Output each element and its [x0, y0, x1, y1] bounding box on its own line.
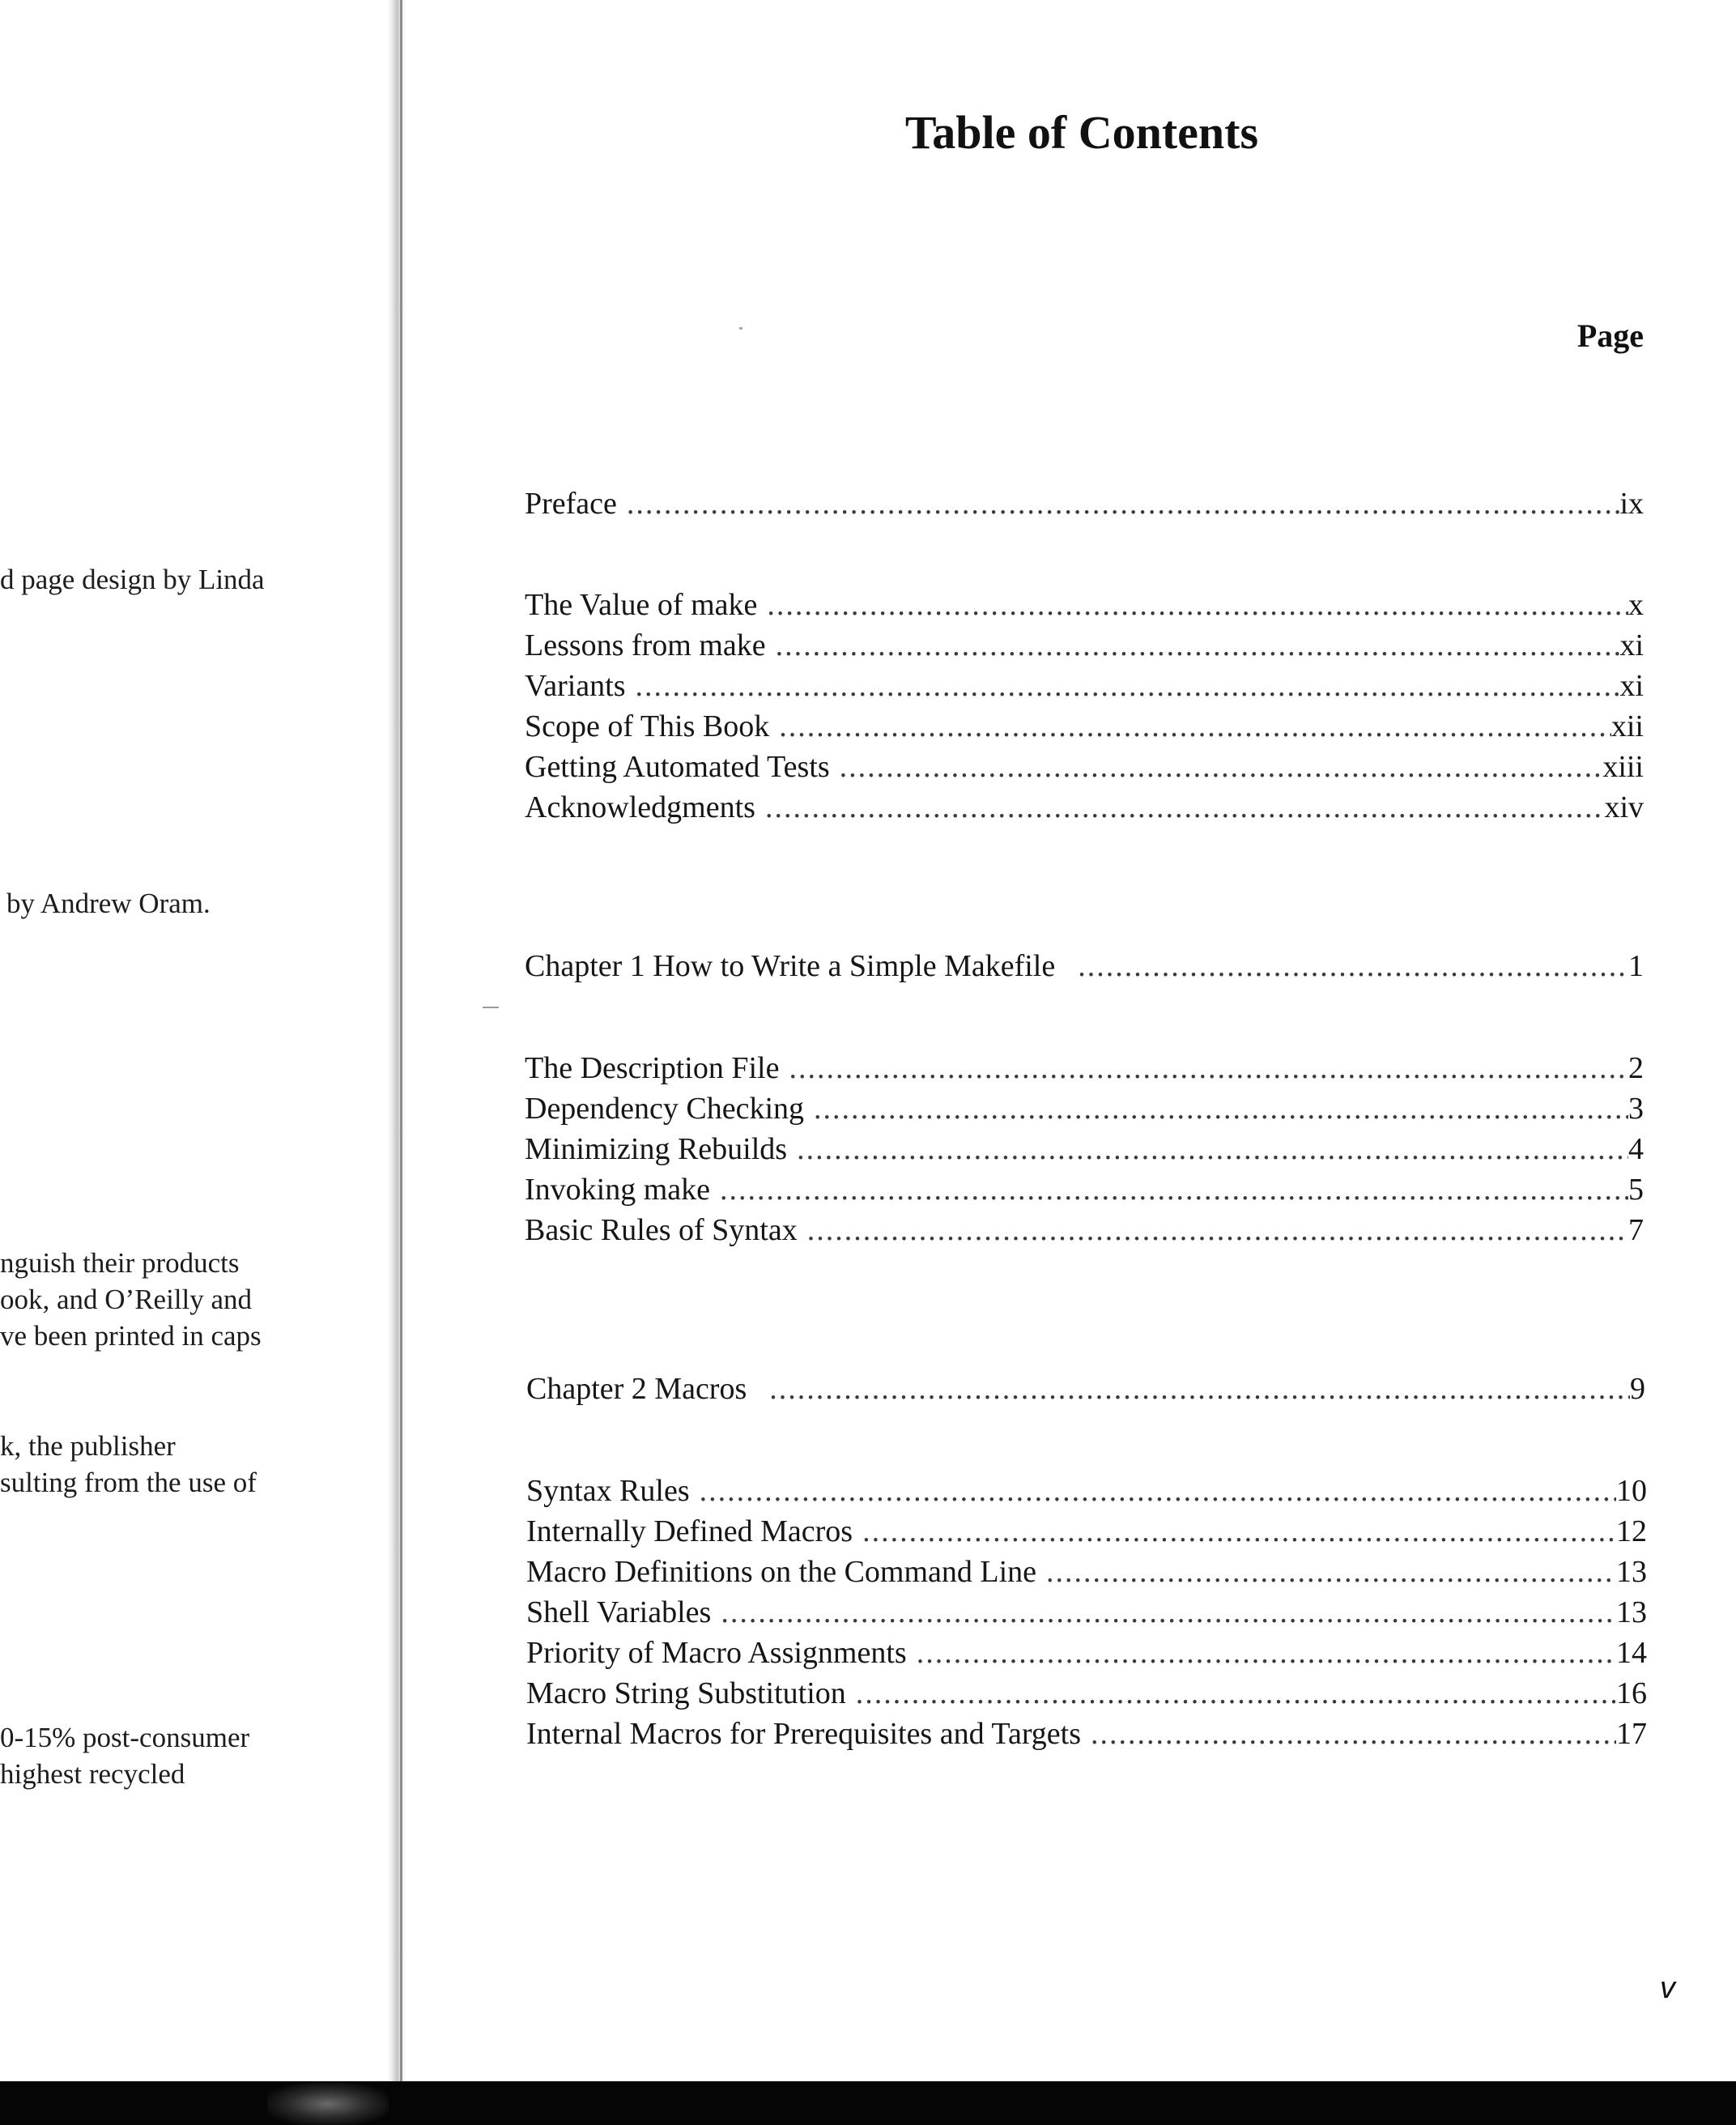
toc-entry — [525, 1210, 1644, 1250]
toc-entry-label: Priority of Macro Assignments — [526, 1636, 907, 1670]
toc-entry — [526, 1673, 1647, 1714]
toc-entry-page: xi — [1619, 628, 1644, 662]
dot-leader — [1078, 946, 1628, 986]
toc-entry-page: xi — [1619, 669, 1644, 703]
dot-leader — [862, 1511, 1616, 1552]
dot-leader — [765, 787, 1604, 828]
dot-leader — [721, 1592, 1616, 1633]
toc-entry — [525, 787, 1644, 828]
page-number: v — [1660, 1971, 1675, 2005]
dot-leader — [1046, 1552, 1616, 1592]
toc-entry-page: x — [1628, 588, 1644, 622]
dot-leader — [700, 1471, 1616, 1511]
toc-chapter-2 — [526, 1369, 1645, 1409]
toc-entry-label: Invoking make — [525, 1173, 711, 1207]
toc-chapter-page: 1 — [1628, 949, 1644, 983]
toc-entry-page: 13 — [1616, 1555, 1647, 1589]
toc-entry-page: ix — [1619, 487, 1644, 521]
toc-entry — [525, 1088, 1644, 1129]
dot-leader — [769, 1369, 1630, 1409]
dot-leader — [636, 666, 1620, 706]
toc-entry-label: Syntax Rules — [526, 1474, 690, 1508]
scan-speck — [739, 327, 742, 330]
scan-mark — [483, 1007, 499, 1008]
dot-leader — [807, 1210, 1628, 1250]
toc-chapter-label: Chapter 1 How to Write a Simple Makefile — [525, 949, 1056, 983]
left-page-line: 0-15% post-consumer — [0, 1722, 250, 1753]
toc-entry-label: Macro Definitions on the Command Line — [526, 1555, 1037, 1589]
toc-entry — [526, 1592, 1647, 1633]
toc-chapter-1 — [525, 946, 1644, 986]
dot-leader — [797, 1129, 1628, 1169]
toc-entry — [526, 1511, 1647, 1552]
dot-leader — [627, 483, 1620, 524]
dot-leader — [789, 1048, 1628, 1088]
toc-entry-label: Getting Automated Tests — [525, 750, 830, 784]
left-page-line: sulting from the use of — [0, 1467, 257, 1498]
toc-entry-label: Macro String Substitution — [526, 1676, 846, 1710]
toc-entry-label: Acknowledgments — [525, 790, 755, 824]
left-page-line: ook, and O’Reilly and — [0, 1284, 253, 1315]
toc-entry-page: 14 — [1616, 1636, 1647, 1670]
toc-entry — [525, 585, 1644, 625]
toc-entry — [525, 706, 1644, 747]
scanner-edge — [0, 2081, 1736, 2125]
toc-entry — [525, 666, 1644, 706]
scanner-edge-highlight — [267, 2083, 389, 2125]
toc-entry-page: xii — [1610, 709, 1644, 743]
dot-leader — [856, 1673, 1616, 1714]
toc-entry-label: Internal Macros for Prerequisites and Targets — [526, 1717, 1082, 1751]
left-page-line: highest recycled — [0, 1758, 185, 1790]
toc-entry — [526, 1633, 1647, 1673]
toc-entry — [525, 747, 1644, 787]
toc-entry-label: Minimizing Rebuilds — [525, 1132, 788, 1166]
dot-leader — [814, 1088, 1628, 1129]
left-page-line: ve been printed in caps — [0, 1320, 262, 1352]
left-page-line: by Andrew Oram. — [6, 888, 211, 919]
toc-entry-label: Dependency Checking — [525, 1092, 805, 1126]
toc-entry-label: Internally Defined Macros — [526, 1514, 853, 1548]
dot-leader — [779, 706, 1611, 747]
toc-chapter-label: Chapter 2 Macros — [526, 1372, 747, 1406]
dot-leader — [1091, 1714, 1616, 1754]
toc-entry-page: xiv — [1604, 790, 1644, 824]
dot-leader — [776, 625, 1620, 666]
dot-leader — [917, 1633, 1616, 1673]
toc-entry — [526, 1714, 1647, 1754]
toc-entry-page: 4 — [1628, 1132, 1644, 1166]
binding-gutter — [387, 0, 406, 2081]
toc-entry-page: 10 — [1616, 1474, 1647, 1508]
toc-entry — [525, 1129, 1644, 1169]
toc-entry-label: Scope of This Book — [525, 709, 770, 743]
toc-entry-page: 5 — [1628, 1173, 1644, 1207]
gutter-edge-line — [400, 0, 402, 2081]
toc-entry — [526, 1552, 1647, 1592]
dot-leader — [720, 1169, 1628, 1210]
toc-entry-page: 16 — [1616, 1676, 1647, 1710]
toc-entry-page: 17 — [1616, 1717, 1647, 1751]
left-page-line: k, the publisher — [0, 1430, 176, 1462]
dot-leader — [767, 585, 1628, 625]
toc-entry-label: Preface — [525, 487, 617, 521]
toc-entry-page: 7 — [1628, 1213, 1644, 1247]
toc-entry-label: Variants — [525, 669, 626, 703]
toc-entry-page: 3 — [1628, 1092, 1644, 1126]
toc-entry-page: xiii — [1602, 750, 1644, 784]
toc-entry-page: 13 — [1616, 1595, 1647, 1629]
toc-entry-label: The Description File — [525, 1051, 780, 1085]
toc-chapter-page: 9 — [1630, 1372, 1645, 1406]
dot-leader — [840, 747, 1603, 787]
page-title: Table of Contents — [904, 106, 1259, 159]
toc-entry-page: 12 — [1616, 1514, 1647, 1548]
toc-entry — [525, 1048, 1644, 1088]
left-page-line: d page design by Linda — [0, 564, 265, 595]
page-column-header: Page — [1576, 317, 1644, 354]
toc-entry-label: The Value of make — [525, 588, 758, 622]
toc-entry — [526, 1471, 1647, 1511]
toc-entry — [525, 1169, 1644, 1210]
toc-entry-page: 2 — [1628, 1051, 1644, 1085]
toc-entry-label: Lessons from make — [525, 628, 766, 662]
toc-entry-preface — [525, 483, 1644, 524]
toc-entry-label: Shell Variables — [526, 1595, 712, 1629]
left-page-line: nguish their products — [0, 1247, 240, 1279]
toc-entry — [525, 625, 1644, 666]
toc-entry-label: Basic Rules of Syntax — [525, 1213, 798, 1247]
